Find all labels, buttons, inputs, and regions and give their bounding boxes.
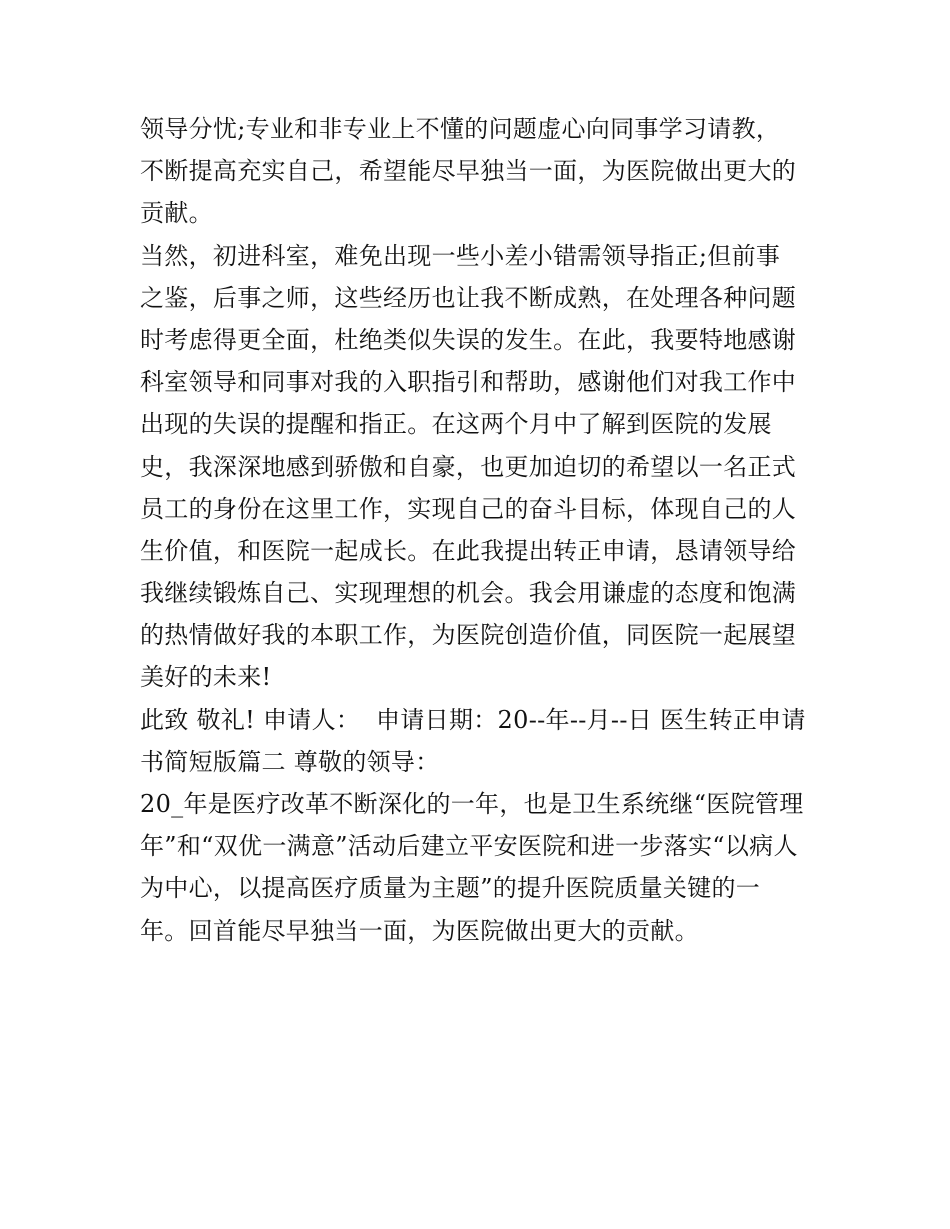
text-line-8: 出现的失误的提醒和指正。在这两个月中了解到医院的发展 — [140, 410, 772, 439]
document-body — [140, 108, 840, 952]
text-line-19: 为中心，以提高医疗质量为主题”的提升医院质量关键的一 — [140, 874, 761, 903]
text-line-11: 生价值，和医院一起成长。在此我提出转正申请，恳请领导给 — [140, 536, 797, 565]
text-line-2: 不断提高充实自己，希望能尽早独当一面，为医院做出更大的 — [140, 157, 797, 186]
text-line-15: 此致 敬礼! 申请人： 申请日期：20--年--月--日 医生转正申请 — [140, 705, 806, 734]
text-line-1: 领导分忧;专业和非专业上不懂的问题虚心向同事学习请教， — [140, 115, 781, 143]
text-line-6: 时考虑得更全面，杜绝类似失误的发生。在此，我要特地感谢 — [140, 325, 797, 354]
text-line-7: 科室领导和同事对我的入职指引和帮助，感谢他们对我工作中 — [140, 368, 797, 397]
text-line-13: 的热情做好我的本职工作，为医院创造价值，同医院一起展望 — [140, 621, 797, 650]
text-line-12: 我继续锻炼自己、实现理想的机会。我会用谦虚的态度和饱满 — [140, 579, 797, 608]
text-line-10: 员工的身份在这里工作，实现自己的奋斗目标，体现自己的人 — [140, 494, 797, 523]
text-line-4: 当然，初进科室，难免出现一些小差小错需领导指正;但前事 — [140, 241, 781, 270]
text-line-20: 年。回首能尽早独当一面，为医院做出更大的贡献。 — [140, 916, 699, 945]
text-line-18: 年”和“双优一满意”活动后建立平安医院和进一步落实“以病人 — [140, 832, 798, 861]
text-line-14: 美好的未来! — [140, 663, 272, 692]
text-line-5: 之鉴，后事之师，这些经历也让我不断成熟，在处理各种问题 — [140, 283, 797, 312]
text-line-3: 贡献。 — [140, 199, 213, 228]
text-line-17: 20_年是医疗改革不断深化的一年，也是卫生系统继“医院管理 — [140, 790, 804, 818]
text-line-16: 书简短版篇二 尊敬的领导： — [140, 747, 440, 776]
text-line-9: 史，我深深地感到骄傲和自豪，也更加迫切的希望以一名正式 — [140, 452, 797, 481]
